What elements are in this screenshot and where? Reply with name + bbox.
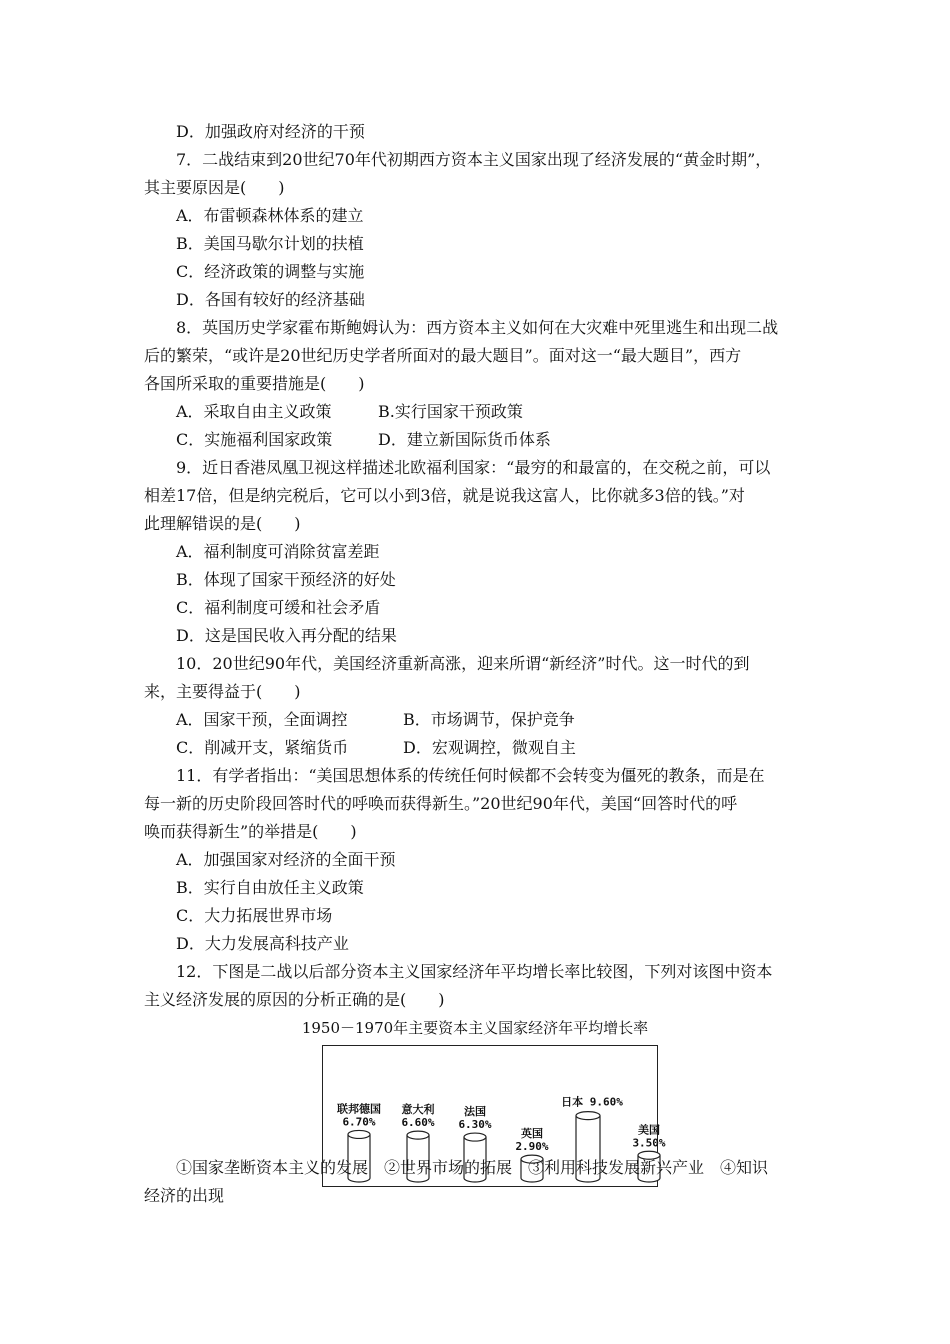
q9-option-c: C．福利制度可缓和社会矛盾 [176,598,381,617]
bar-cap [464,1133,486,1141]
bar-value-label: 6.30% [458,1118,492,1132]
bar-cap [407,1131,429,1139]
bar-category-label: 意大利 [401,1103,435,1117]
q8-option-b: B.实行国家干预政策 [378,402,523,421]
q7-option-b: B．美国马歇尔计划的扶植 [176,234,364,253]
q8-stem-line2: 后的繁荣，“或许是20世纪历史学者所面对的最大题目”。面对这一“最大题目”，西方 [144,346,742,365]
q11-option-b: B．实行自由放任主义政策 [176,878,364,897]
bar-cap [576,1112,600,1120]
q9-option-a: A．福利制度可消除贫富差距 [176,542,380,561]
q10-option-d: D．宏观调控，微观自主 [403,738,576,757]
q11-option-d: D．大力发展高科技产业 [176,934,349,953]
q9-option-d: D．这是国民收入再分配的结果 [176,626,397,645]
q11-stem-line3: 唤而获得新生”的举措是( ) [144,822,357,841]
q10-option-b: B．市场调节，保护竞争 [403,710,575,729]
bar-category-label: 联邦德国 [337,1102,381,1116]
q12-note-line1: ①国家垄断资本主义的发展 ②世界市场的拓展 ③利用科技发展新兴产业 ④知识 [176,1158,769,1177]
q8-option-d: D．建立新国际货币体系 [378,430,551,449]
q7-option-a: A．布雷顿森林体系的建立 [176,206,364,225]
bar-value-label: 6.70% [342,1115,376,1129]
bar-category-label: 日本 9.60% [561,1095,623,1109]
q11-stem-line1: 11．有学者指出：“美国思想体系的传统任何时候都不会转变为僵死的教条，而是在 [176,766,765,785]
bar-value-label: 2.90% [515,1140,549,1154]
q11-option-c: C．大力拓展世界市场 [176,906,333,925]
bar-value-label: 6.60% [401,1116,435,1130]
q10-stem-line2: 来，主要得益于( ) [144,682,301,701]
q7-option-c: C．经济政策的调整与实施 [176,262,365,281]
q9-stem-line1: 9．近日香港凤凰卫视这样描述北欧福利国家：“最穷的和最富的，在交税之前，可以 [176,458,771,477]
q10-stem-line1: 10．20世纪90年代，美国经济重新高涨，迎来所谓“新经济”时代。这一时代的到 [176,654,750,673]
q8-stem-line3: 各国所采取的重要措施是( ) [144,374,365,393]
q9-stem-line2: 相差17倍，但是纳完税后，它可以小到3倍，就是说我这富人，比你就多3倍的钱。”对 [144,486,745,505]
q6-option-d: D．加强政府对经济的干预 [176,122,365,141]
q12-note-line2: 经济的出现 [144,1186,225,1205]
bar-category-label: 美国 [638,1123,660,1137]
q12-stem-line1: 12．下图是二战以后部分资本主义国家经济年平均增长率比较图，下列对该图中资本 [176,962,773,981]
q8-option-c: C．实施福利国家政策 [176,430,333,449]
q7-stem-line2: 其主要原因是( ) [144,178,285,197]
q12-stem-line2: 主义经济发展的原因的分析正确的是( ) [144,990,445,1009]
q8-stem-line1: 8．英国历史学家霍布斯鲍姆认为：西方资本主义如何在大灾难中死里逃生和出现二战 [176,318,779,337]
q11-option-a: A．加强国家对经济的全面干预 [176,850,396,869]
bar-cap [348,1130,370,1138]
q10-option-c: C．削减开支，紧缩货币 [176,738,349,757]
q7-option-d: D．各国有较好的经济基础 [176,290,365,309]
chart-title: 1950－1970年主要资本主义国家经济年平均增长率 [301,1019,649,1037]
q7-stem-line1: 7．二战结束到20世纪70年代初期西方资本主义国家出现了经济发展的“黄金时期”， [176,150,772,169]
q8-option-a: A．采取自由主义政策 [176,402,332,421]
bar-category-label: 英国 [521,1127,543,1141]
q9-option-b: B．体现了国家干预经济的好处 [176,570,396,589]
q11-stem-line2: 每一新的历史阶段回答时代的呼唤而获得新生。”20世纪90年代，美国“回答时代的呼 [144,794,738,813]
q10-option-a: A．国家干预，全面调控 [176,710,348,729]
bar-value-label: 3.50% [632,1136,666,1150]
q9-stem-line3: 此理解错误的是( ) [144,514,301,533]
bar-category-label: 法国 [464,1105,486,1119]
